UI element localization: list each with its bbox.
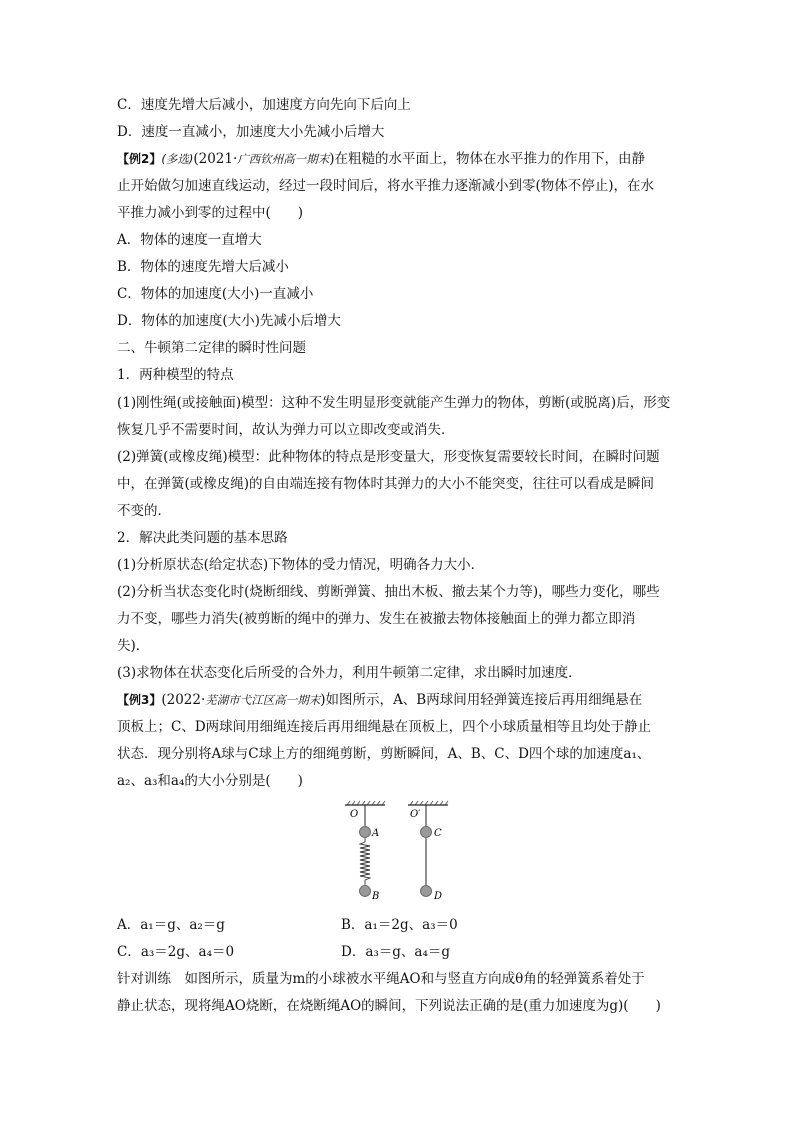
text-line: 止开始做匀加速直线运动，经过一段时间后，将水平推力逐渐减小到零(物体不停止)，在水 — [117, 178, 655, 194]
option-a: A．a₁＝g、a₂＝g — [117, 917, 225, 933]
source-year: (2021· — [193, 151, 238, 167]
ball-d — [421, 886, 432, 897]
option-a: A．物体的速度一直增大 — [117, 232, 262, 248]
text-line: 状态．现分别将A球与C球上方的细绳剪断，剪断瞬间，A、B、C、D四个球的加速度a₁、 — [117, 746, 651, 762]
text-line: (1)刚性绳(或接触面)模型：这种不发生明显形变就能产生弹力的物体，剪断(或脱离)后，形变 — [117, 395, 671, 411]
text-line: C．速度先增大后减小，加速度方向先向下后向上 — [117, 97, 411, 113]
option-b: B．a₁＝2g、a₃＝0 — [341, 917, 458, 933]
label-o: O — [350, 809, 359, 820]
label-b: B — [372, 891, 380, 902]
subsection-heading: 1．两种模型的特点 — [117, 367, 234, 383]
option-c: C．物体的加速度(大小)一直减小 — [117, 286, 314, 302]
text-line: a₂、a₃和a₄的大小分别是( ) — [117, 773, 303, 789]
example-tag: 【例3】 — [117, 693, 162, 707]
text-line: (2)分析当状态变化时(烧断细线、剪断弹簧、抽出木板、撤去某个力等)，哪些力变化，哪些 — [117, 584, 660, 600]
training-text: 静止状态，现将绳AO烧断，在烧断绳AO的瞬间，下列说法正确的是(重力加速度为g)( ) — [117, 998, 661, 1014]
option-c: C．a₃＝2g、a₄＝0 — [117, 944, 235, 960]
label-a: A — [372, 828, 380, 839]
source-year: (2022· — [161, 692, 206, 708]
text-line: 中，在弹簧(或橡皮绳)的自由端连接有物体时其弹力的大小不能突变，往往可以看成是瞬间 — [117, 476, 655, 492]
text-line: 不变的． — [117, 503, 171, 519]
label-o-prime: O′ — [410, 809, 421, 820]
section-heading: 二、牛顿第二定律的瞬时性问题 — [117, 340, 306, 356]
ball-a — [360, 827, 371, 838]
option-d: D．物体的加速度(大小)先减小后增大 — [117, 313, 341, 329]
training-text: 针对训练 如图所示，质量为m的小球被水平绳AO和与竖直方向成θ角的轻弹簧系着处于 — [117, 971, 645, 987]
text-line: 平推力减小到零的过程中( ) — [117, 205, 304, 221]
text-line: 力不变，哪些力消失(被剪断的绳中的弹力、发生在被撤去物体接触面上的弹力都立即消 — [117, 611, 636, 627]
example-3-header — [117, 691, 642, 709]
text-line: (2)弹簧(或橡皮绳)模型：此种物体的特点是形变量大，形变恢复需要较长时间，在瞬时问题 — [117, 449, 660, 465]
subsection-heading: 2．解决此类问题的基本思路 — [117, 530, 288, 546]
text-line: D．速度一直减小，加速度大小先减小后增大 — [117, 124, 385, 140]
example-text: )如图所示， — [320, 692, 394, 708]
text-line: (1)分析原状态(给定状态)下物体的受力情况，明确各力大小． — [117, 557, 485, 573]
text-line: 失)． — [117, 638, 150, 654]
ball-c — [421, 827, 432, 838]
spring-string-figure — [340, 800, 460, 906]
source-name: 广西钦州高一期末 — [237, 152, 330, 166]
ball-b — [360, 886, 371, 897]
label-d: D — [434, 891, 443, 902]
label-c: C — [434, 828, 442, 839]
source-name: 芜湖市弋江区高一期末 — [205, 693, 321, 707]
multi-select-tag: (多选) — [161, 152, 194, 166]
example-text: A、B两球间用轻弹簧连接后再用细绳悬在 — [393, 692, 643, 708]
option-d: D．a₃＝g、a₄＝g — [341, 944, 451, 960]
text-line: 恢复几乎不需要时间，故认为弹力可以立即改变或消失． — [117, 422, 455, 438]
text-line: 顶板上；C、D两球间用细绳连接后再用细绳悬在顶板上，四个小球质量相等且均处于静止 — [117, 719, 652, 735]
option-b: B．物体的速度先增大后减小 — [117, 259, 289, 275]
example-text: )在粗糙的水平面上，物体在水平推力的作用下，由静 — [329, 151, 646, 167]
spring — [360, 838, 370, 885]
example-tag: 【例2】 — [117, 152, 162, 166]
example-2-header — [117, 150, 645, 168]
text-line: (3)求物体在状态变化后所受的合外力，利用牛顿第二定律，求出瞬时加速度． — [117, 665, 582, 681]
